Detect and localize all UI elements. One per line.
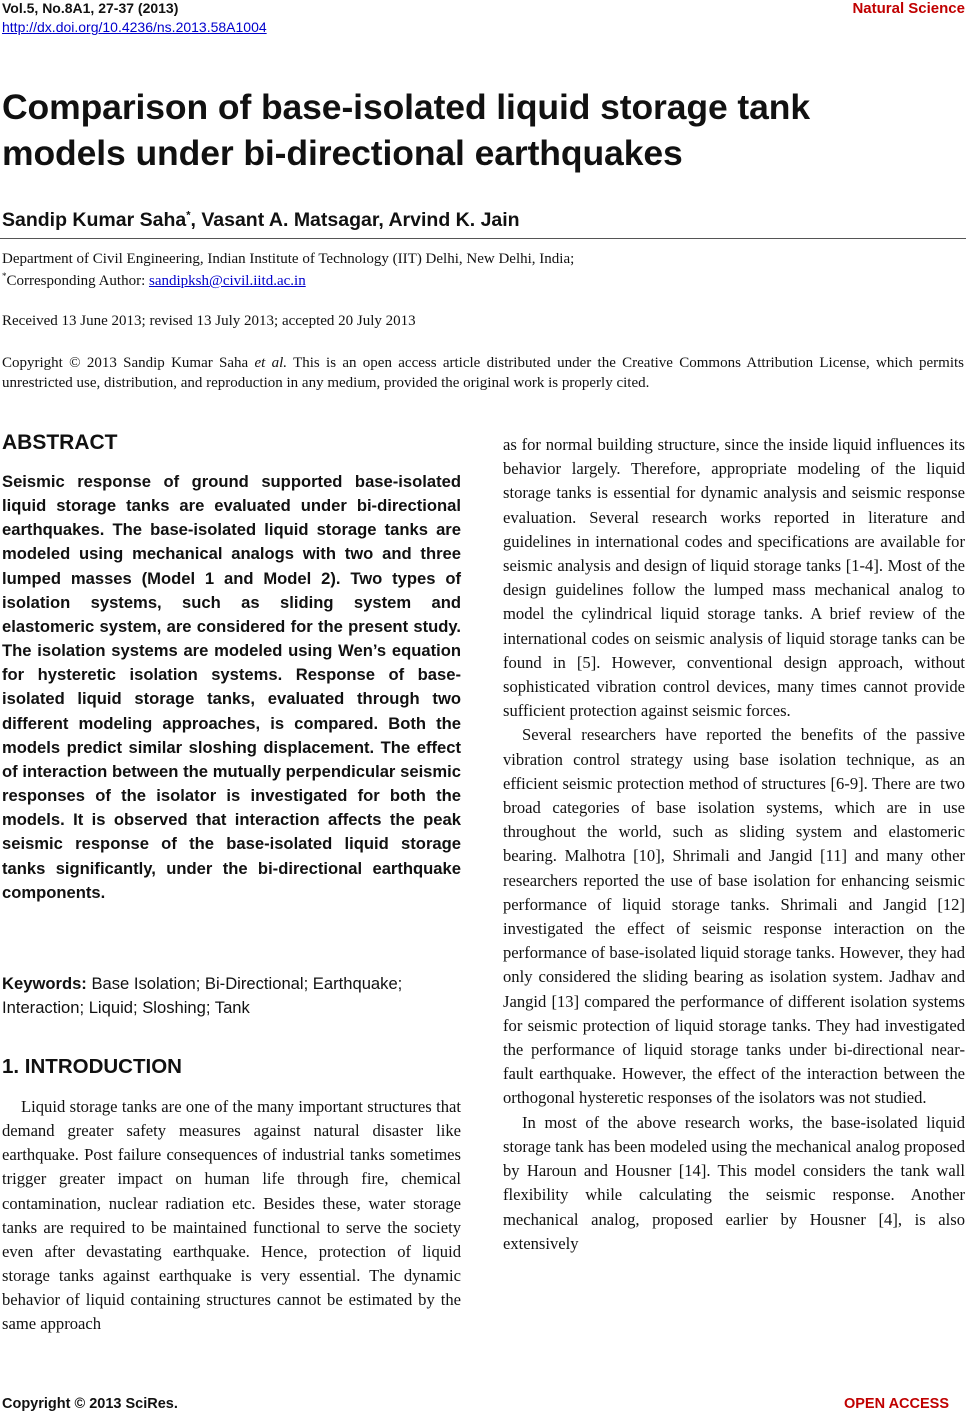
author-list — [2, 209, 520, 232]
footer-open-access: OPEN ACCESS — [843, 1396, 949, 1412]
corresponding-note-mark: * — [2, 271, 7, 281]
author-first: Sandip Kumar Saha — [2, 209, 187, 231]
keywords-label: Keywords: — [2, 974, 87, 993]
intro-paragraph-1: Liquid storage tanks are one of the many important structures that demand greater safety measures against natural disaster like earthquake. Post failure consequences of industrial tanks sometimes trigger greater impact on human life through fire, chemical contamination, nuclear radiation etc. Besides these, water storage tanks are required to be maintained functional to serve the society even after devastating earthquake. Hence, protection of liquid storage tanks against earthquake is very essential. The dynamic behavior of liquid containing structures cannot be estimated by the same approach — [2, 1097, 461, 1334]
corresponding-author — [2, 271, 306, 290]
author-divider — [0, 238, 966, 239]
intro-paragraph-1-continued: as for normal building structure, since the inside liquid influences its behavior largely. Therefore, appropriate modeling of the liquid storage tanks is essential for dynamic analysis and seismic response evaluation. Several research works reported in literature and guidelines in international codes and specifications are available for seismic analysis and design of liquid storage tanks [1-4]. Most of the design guidelines follow the lumped mass mechanical analog to model the cylindrical liquid storage tanks. A brief review of the international codes on seismic analysis of liquid storage tanks can be found in [5]. However, conventional design approach, without sophisticated vibration control devices, many times cannot provide sufficient protection against seismic forces. — [503, 435, 965, 721]
intro-paragraph-3: In most of the above research works, the base-isolated liquid storage tank has been modeled using the mechanical analog proposed by Haroun and Housner [14]. This model considers the tank wall flexibility while calculating the seismic response. Another mechanical analog, proposed earlier by Housner [4], is also extensively — [503, 1112, 965, 1253]
affiliation: Department of Civil Engineering, Indian Institute of Technology (IIT) Delhi, New Delhi, India; — [2, 251, 575, 267]
copyright-notice — [2, 353, 964, 393]
abstract-text: Seismic response of ground supported base-isolated liquid storage tanks are evaluated under bi-directional earthquakes. The base-isolated liquid storage tanks are modeled using mechanical analogs with two and three lumped masses (Model 1 and Model 2). Two types of isolation systems, such as sliding system and elastomeric system, are considered for the present study. The isolation systems are modeled using Wen’s equation for hysteretic isolation systems. Response of base-isolated liquid storage tanks, evaluated through two different modeling approaches, is compared. Both the models predict similar sloshing displacement. The effect of interaction between the mutually perpendicular seismic responses of the isolator is investigated for both the models. It is observed that interaction affects the peak seismic response of the base-isolated liquid storage tanks significantly, under the bi-directional earthquake components. — [2, 472, 461, 902]
section-heading-introduction: 1. INTRODUCTION — [2, 1055, 182, 1078]
keywords — [2, 972, 461, 1020]
doi-link[interactable]: http://dx.doi.org/10.4236/ns.2013.58A1004 — [2, 19, 267, 35]
journal-volume-info: Vol.5, No.8A1, 27-37 (2013) — [2, 0, 179, 16]
abstract-heading: ABSTRACT — [2, 431, 118, 454]
copyright-suffix: This is an open access article distributed under the Creative Commons Attribution License, which permits unrestricted use, distribution, and reproduction in any medium, provided the original work is properly cited. — [2, 355, 964, 391]
corresponding-email-link[interactable]: sandipksh@civil.iitd.ac.in — [149, 273, 306, 289]
corresponding-label: Corresponding Author: — [6, 273, 149, 289]
keywords-text: Base Isolation; Bi-Directional; Earthquake; Interaction; Liquid; Sloshing; Tank — [2, 974, 403, 1017]
received-dates: Received 13 June 2013; revised 13 July 2013; accepted 20 July 2013 — [2, 313, 416, 329]
copyright-prefix: Copyright © 2013 Sandip Kumar Saha — [2, 355, 255, 371]
paper-title: Comparison of base-isolated liquid storage tank models under bi-directional earthquakes — [2, 87, 810, 173]
intro-paragraph-2: Several researchers have reported the benefits of the passive vibration control strategy using base isolation technique, as an efficient seismic protection method of structures [6-9]. There are two broad categories of base isolation systems, which are in use throughout the world, such as sliding system and elastomeric bearing. Malhotra [10], Shrimali and Jangid [11] and many other researchers reported the use of base isolation for enhancing seismic performance of liquid storage tanks. Shrimali and Jangid [12] investigated the effect of seismic response interaction on the performance of base-isolated liquid storage tanks. However, they had only considered the sliding bearing as isolation system. Jadhav and Jangid [13] compared the performance of different isolation systems for seismic protection of liquid storage tanks. They had investigated the performance of liquid storage tanks under bi-directional near-fault earthquake. However, the effect of the interaction between the orthogonal hysteretic responses of the isolators was not studied. — [503, 725, 965, 1108]
author-rest: , Vasant A. Matsagar, Arvind K. Jain — [190, 209, 520, 231]
journal-name: Natural Science — [852, 0, 965, 17]
footer-copyright: Copyright © 2013 SciRes. — [2, 1396, 178, 1412]
corresponding-mark: * — [186, 209, 191, 222]
right-column-text — [503, 433, 965, 1256]
copyright-etal: et al. — [254, 355, 288, 371]
